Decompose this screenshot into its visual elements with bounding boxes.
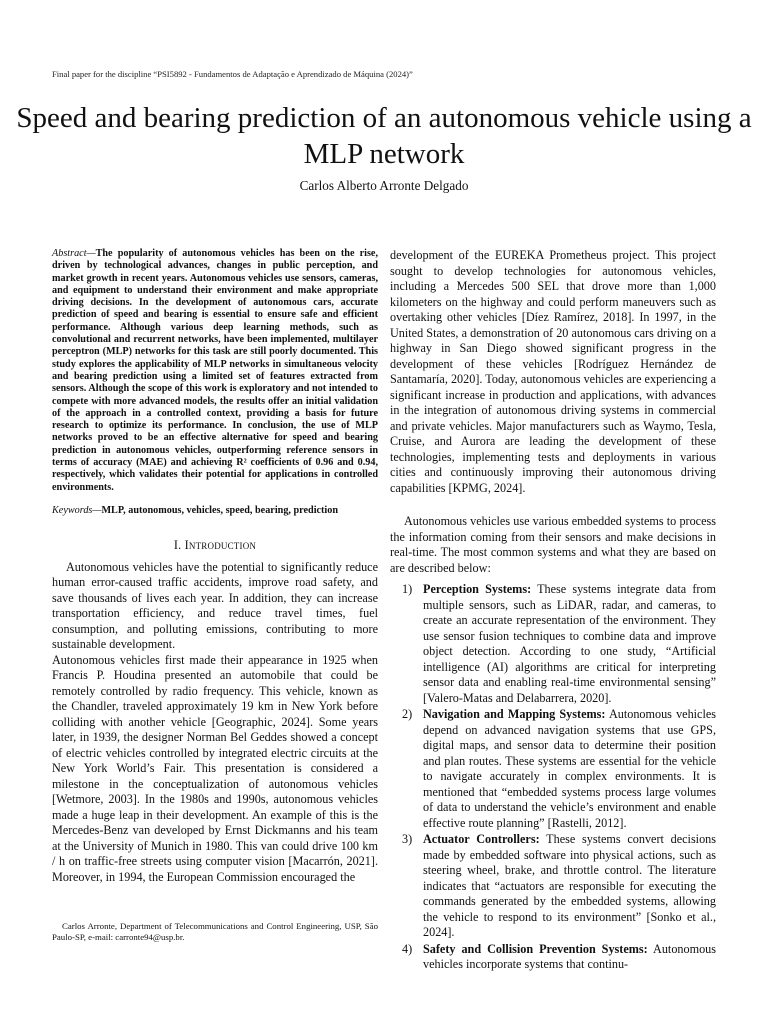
header-note: Final paper for the discipline “PSI5892 - Fundamentos de Adaptação e Aprendizado de Máquina (2024)”	[52, 69, 413, 79]
keywords-label: Keywords—	[52, 504, 102, 516]
paper-title: Speed and bearing prediction of an autonomous vehicle using a MLP network	[16, 102, 752, 170]
intro-paragraph-1: Autonomous vehicles have the potential to significantly reduce human error-caused traffic accidents, improve road safety, and save thousands of lives each year. In addition, they can increase transportation efficiency, and reduce travel times, fuel consumption, and polluting emissions, contributing to more sustainable development.	[52, 559, 378, 652]
author-name: Carlos Alberto Arronte Delgado	[299, 178, 469, 193]
left-column	[52, 248, 378, 885]
list-item: 1) Perception Systems: These systems integrate data from multiple sensors, such as LiDAR, radar, and cameras, to create an accurate representation of the environment. They use sensor fusion techniques to combine data and improve object detection. According to one study, “Artificial intelligence (AI) algorithms are critical for interpreting sensor data and enabling real-time environmental sensing” [Valero-Matas and Delabarrera, 2020].	[402, 582, 717, 705]
list-item: 3) Actuator Controllers: These systems convert decisions made by embedded software into physical actions, such as steering wheel, brake, and throttle control. The literature indicates that “actuators are responsible for executing the commands generated by the embedded systems, allowing the vehicle to respond to its environment” [Sonko et al., 2024].	[402, 832, 717, 939]
systems-list	[390, 582, 716, 973]
list-item: 2) Navigation and Mapping Systems: Autonomous vehicles depend on advanced navigation systems that use GPS, digital maps, and sensor data to determine their position and plan routes. These systems are essential for the vehicle to navigate accurately in complex environments. It is mentioned that “embedded systems process large volumes of data to understand the vehicle’s environment and enable effective route planning” [Rastelli, 2012].	[402, 707, 716, 830]
abstract	[52, 248, 378, 494]
author-footnote: Carlos Arronte, Department of Telecommunications and Control Engineering, USP, São Paulo-SP, e-mail: carronte94@usp.br.	[52, 921, 378, 942]
section-heading-introduction: I. Introduction	[173, 538, 257, 553]
abstract-text: The popularity of autonomous vehicles has been on the rise, driven by technological advances, changes in public perception, and market growth in recent years. Autonomous vehicles use sensors, cameras, and equipment to understand their environment and make appropriate driving decisions. In the development of autonomous cars, accurate prediction of speed and bearing is essential to ensure safe and efficient performance. Although various deep learning methods, such as convolutional and recurrent networks, have been implemented, multilayer perceptron (MLP) networks for this task are still poorly documented. This study explores the applicability of MLP networks in simultaneous velocity and bearing prediction using a limited set of features extracted from sensors. Although the scope of this work is exploratory and not intended to compete with more advanced models, the results offer an initial validation of the approach in a controlled context, providing a basis for future research to optimize its performance. In conclusion, the use of MLP networks proved to be an effective alternative for speed and bearing prediction in autonomous vehicles, outperforming reference sensors in terms of accuracy (MAE) and achieving R² coefficients of 0.96 and 0.94, respectively, which validates their potential for applications in controlled environments.	[52, 248, 378, 493]
intro-paragraph-2: Autonomous vehicles first made their appearance in 1925 when Francis P. Houdina presented an automobile that could be remotely controlled by radio frequency. This vehicle, known as the Chandler, traveled approximately 19 km in New York before colliding with another vehicle [Geographic, 2024]. Some years later, in 1939, the designer Norman Bel Geddes showed a concept of electric vehicles controlled by integrated electric circuits at the New York World’s Fair. This presentation is considered a milestone in the conceptualization of autonomous vehicles [Wetmore, 2003]. In the 1980s and 1990s, autonomous vehicles made a huge leap in their development. An example of this is the Mercedes-Benz van developed by Ernst Dickmanns and his team at the University of Munich in 1980. This van could drive 100 km / h on traffic-free streets using computer vision [Macarrón, 2021]. Moreover, in 1994, the European Commission encouraged the	[52, 652, 378, 884]
keywords	[52, 505, 378, 517]
right-paragraph-1: development of the EUREKA Prometheus project. This project sought to develop technologies for autonomous vehicles, including a Mercedes 500 SEL that drove more than 1,000 kilometers on the highway and could perform maneuvers such as overtaking other vehicles [Díez Ramírez, 2018]. In 1997, in the United States, a demonstration of 20 autonomous cars driving on a highway in San Diego showed significant progress in the development of these vehicles [Rodríguez Hernández de Santamaría, 2020]. Today, autonomous vehicles are experiencing a significant increase in production and applications, with advances in the integration of autonomous driving systems in commercial and private vehicles. Major manufacturers such as Waymo, Tesla, Cruise, and Aurora are leading the development of these technologies, implementing tests and deployments in various cities and continuously improving their autonomous driving capabilities [KPMG, 2024].	[390, 248, 716, 495]
abstract-label: Abstract—	[52, 248, 96, 259]
keywords-text: MLP, autonomous, vehicles, speed, bearing, prediction	[101, 504, 339, 516]
right-column	[390, 248, 716, 974]
list-item: 4) Safety and Collision Prevention Systems: Autonomous vehicles incorporate systems that continu-	[402, 941, 717, 971]
right-paragraph-2: Autonomous vehicles use various embedded systems to process the information coming from their sensors and make decisions in real-time. The most common systems and what they are based on are described below:	[390, 514, 716, 575]
